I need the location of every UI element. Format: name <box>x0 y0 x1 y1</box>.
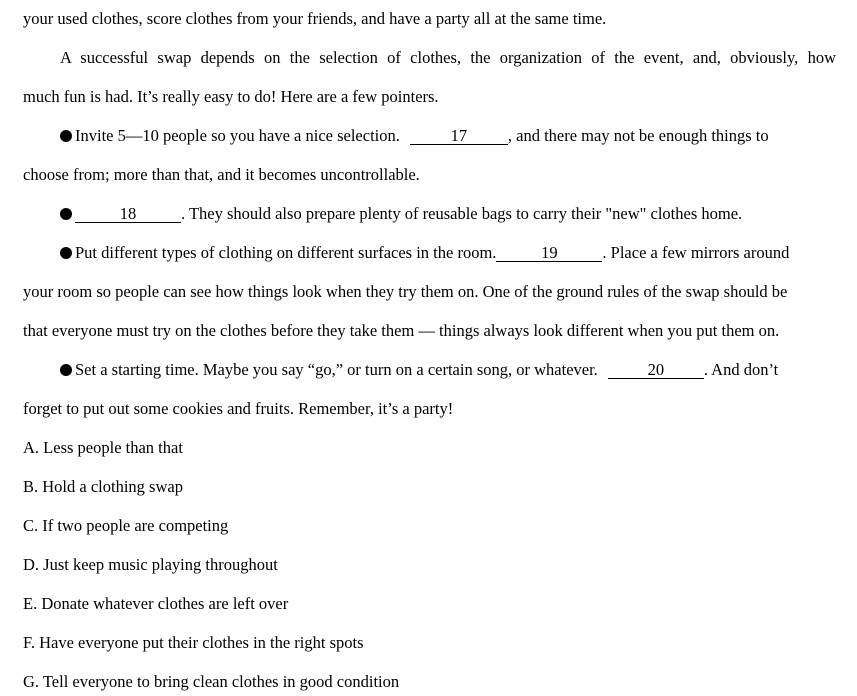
option-f: F. Have everyone put their clothes in the right spots <box>23 633 364 652</box>
answer-blank-19: 19 <box>496 244 602 262</box>
passage-line: your used clothes, score clothes from your friends, and have a party all at the same time. <box>23 9 607 28</box>
answer-blank-20: 20 <box>608 361 704 379</box>
option-e: E. Donate whatever clothes are left over <box>23 594 289 613</box>
bullet-text: Set a starting time. Maybe you say “go,” or turn on a certain song, or whatever. <box>75 360 598 379</box>
passage-line: your room so people can see how things look when they try them on. One of the ground rules of the swap should be <box>23 282 788 301</box>
answer-blank-18: 18 <box>75 205 181 223</box>
bullet-point-invite <box>60 125 836 147</box>
answer-blank-17: 17 <box>410 127 508 145</box>
option-d: D. Just keep music playing throughout <box>23 555 278 574</box>
passage-line-text: A successful swap depends on the selection of clothes, the organization of the event, and, obviously, how <box>60 48 836 67</box>
option-g: G. Tell everyone to bring clean clothes in good condition <box>23 672 400 691</box>
bullet-text-continued: . They should also prepare plenty of reusable bags to carry their "new" clothes home. <box>181 204 743 223</box>
bullet-point-surfaces <box>60 242 836 264</box>
bullet-icon <box>60 247 72 259</box>
bullet-icon <box>60 364 72 376</box>
passage-line: choose from; more than that, and it becomes uncontrollable. <box>23 165 420 184</box>
bullet-icon <box>60 208 72 220</box>
bullet-point-starting-time <box>60 359 836 381</box>
bullet-point-blank-18 <box>60 203 836 225</box>
bullet-icon <box>60 130 72 142</box>
passage-line: much fun is had. It’s really easy to do! Here are a few pointers. <box>23 87 439 106</box>
bullet-text-continued: , and there may not be enough things to <box>507 126 769 145</box>
passage-line: that everyone must try on the clothes before they take them — things always look different when you put them on. <box>23 321 780 340</box>
option-c: C. If two people are competing <box>23 516 229 535</box>
option-a: A. Less people than that <box>23 438 183 457</box>
passage-line: forget to put out some cookies and fruits. Remember, it’s a party! <box>23 399 454 418</box>
bullet-text-continued: . Place a few mirrors around <box>602 243 790 262</box>
passage-line <box>60 47 836 69</box>
option-b: B. Hold a clothing swap <box>23 477 183 496</box>
bullet-text: Invite 5—10 people so you have a nice selection. <box>75 126 400 145</box>
bullet-text: Put different types of clothing on different surfaces in the room. <box>75 243 497 262</box>
bullet-text-continued: . And don’t <box>703 360 779 379</box>
